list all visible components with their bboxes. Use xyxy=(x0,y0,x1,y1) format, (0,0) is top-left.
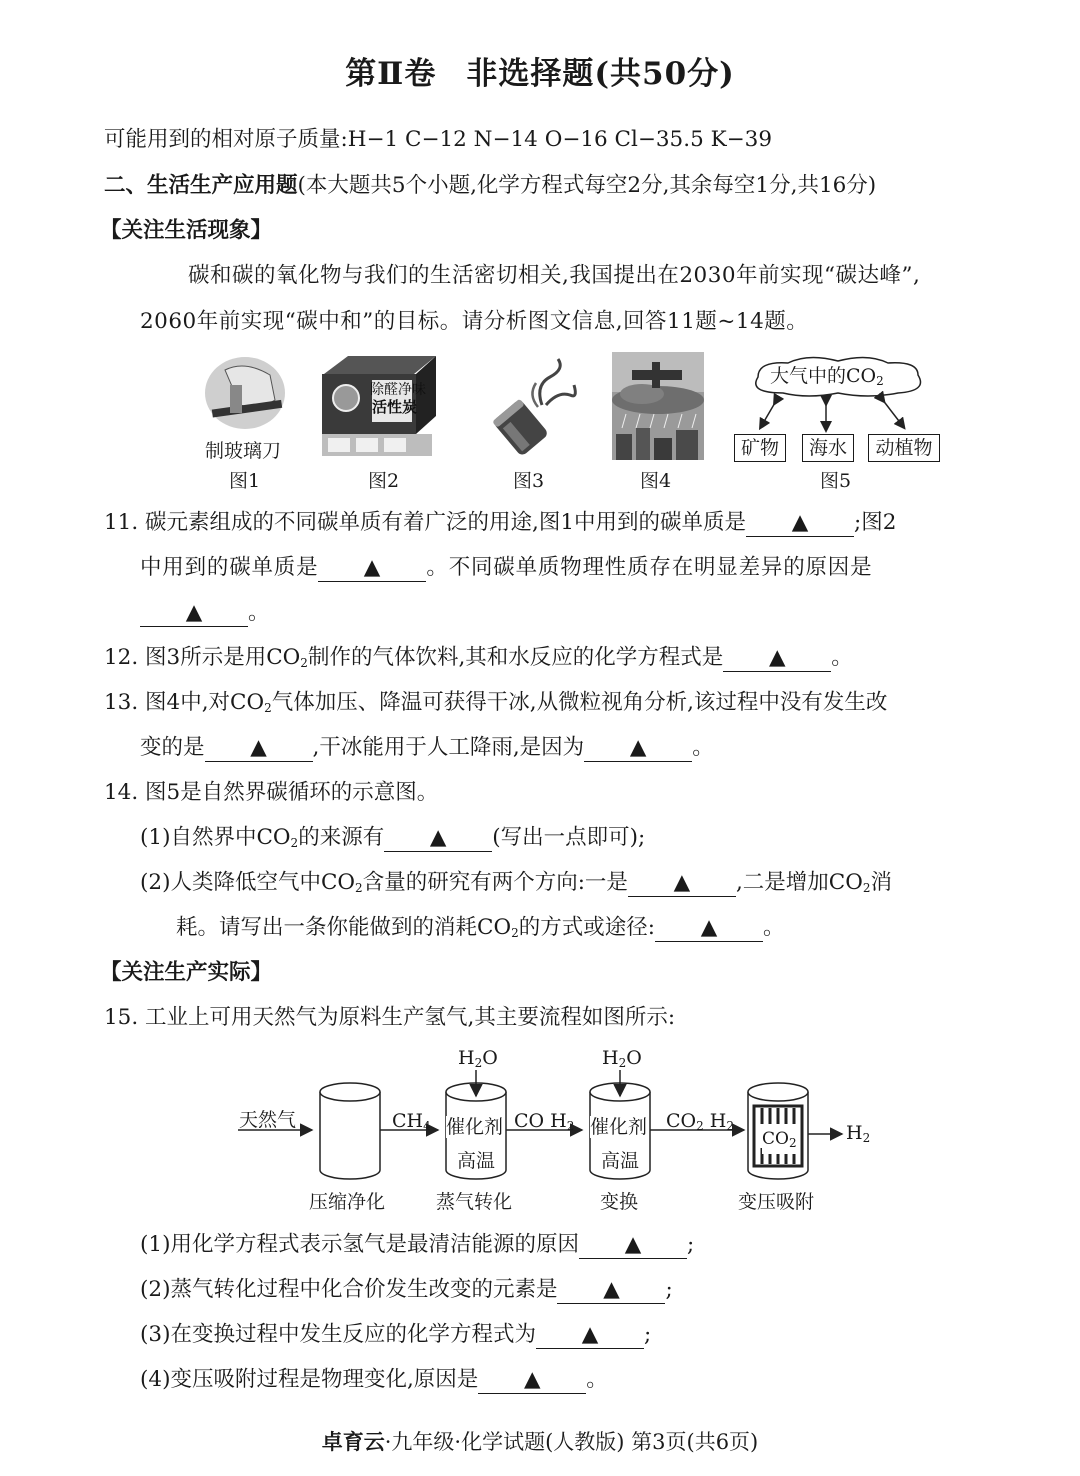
q15-part4: (4)变压吸附过程是物理变化,原因是 ▲ 。 xyxy=(140,1367,608,1392)
q15-blank3[interactable]: ▲ xyxy=(536,1322,644,1349)
fig1-glass-cutter-image xyxy=(200,355,290,435)
q11-line2: 中用到的碳单质是 ▲ 。不同碳单质物理性质存在明显差异的原因是 xyxy=(140,555,873,580)
q15-blank1[interactable]: ▲ xyxy=(579,1232,687,1259)
tag-life: 【关注生活现象】 xyxy=(100,218,273,243)
fig5-caption: 图5 xyxy=(820,470,852,492)
title-part1: 第Ⅱ卷 xyxy=(345,56,437,92)
flow-temp-1: 高温 xyxy=(457,1150,496,1172)
flow-catalyst-1: 催化剂 xyxy=(446,1116,504,1138)
intro-line2: 2060年前实现“碳中和”的目标。请分析图文信息,回答11题~14题。 xyxy=(140,309,809,334)
fig5-box-organisms: 动植物 xyxy=(868,434,940,462)
flow-temp-2: 高温 xyxy=(601,1150,640,1172)
flow-ch4-label: $CH_4$ xyxy=(392,1110,431,1133)
fig5-box-seawater: 海水 xyxy=(802,434,854,462)
flow-stage-2: 蒸气转化 xyxy=(436,1191,513,1213)
q12-line: 12. 图3所示是用$CO_2$制作的气体饮料,其和水反应的化学方程式是 ▲ 。 xyxy=(104,645,853,670)
q15-part3: (3)在变换过程中发生反应的化学方程式为 ▲ ; xyxy=(140,1322,652,1347)
fig2-box-text-1: 除醛净味 xyxy=(370,382,426,398)
fig2-caption: 图2 xyxy=(368,470,400,492)
page-footer xyxy=(0,1426,1080,1456)
footer-info: ·九年级·化学试题(人教版) 第3页(共6页) xyxy=(384,1430,759,1454)
q14-part1: (1)自然界中$CO_2$的来源有 ▲ (写出一点即可); xyxy=(140,825,646,850)
q15-blank4[interactable]: ▲ xyxy=(478,1367,586,1394)
q13-blank1[interactable]: ▲ xyxy=(205,735,313,762)
section2-title: 二、生活生产应用题 xyxy=(104,173,298,198)
q14-blank1[interactable]: ▲ xyxy=(384,825,492,852)
flow-stage-4: 变压吸附 xyxy=(738,1191,815,1213)
q14-part2-cont: 耗。请写出一条你能做到的消耗$CO_2$的方式或途径: ▲ 。 xyxy=(176,915,785,940)
flow-output-label: $H_2$ xyxy=(846,1122,871,1145)
q14-blank3[interactable]: ▲ xyxy=(655,915,763,942)
q15-blank2[interactable]: ▲ xyxy=(557,1277,665,1304)
q15-part1: (1)用化学方程式表示氢气是最清洁能源的原因 ▲ ; xyxy=(140,1232,695,1257)
section2-note: (本大题共5个小题,化学方程式每空2分,其余每空1分,共16分) xyxy=(297,173,877,198)
footer-brand: 卓育云 xyxy=(321,1429,385,1454)
fig4-artificial-rain-image xyxy=(612,352,704,460)
fig3-soda-can-image xyxy=(480,355,580,455)
q11-line1: 11. 碳元素组成的不同碳单质有着广泛的用途,图1中用到的碳单质是 ▲ ;图2 xyxy=(104,510,897,535)
intro-line1: 碳和碳的氧化物与我们的生活密切相关,我国提出在2030年前实现“碳达峰”, xyxy=(188,263,921,288)
flow-catalyst-2: 催化剂 xyxy=(590,1116,648,1138)
flow-adsorb-co2-label: $CO_2$ xyxy=(762,1128,797,1154)
flow-h2o-label-1: $H_2O$ xyxy=(458,1047,498,1070)
fig5-cloud-label: 大气中的$CO_2$ xyxy=(770,365,884,388)
fig4-caption: 图4 xyxy=(640,470,672,492)
title-part2: 非选择题(共50分) xyxy=(466,56,735,92)
flow-input-label: 天然气 xyxy=(239,1109,297,1131)
q11-blank3[interactable]: ▲ xyxy=(140,600,248,627)
fig1-caption: 图1 xyxy=(229,470,261,492)
q14-blank2[interactable]: ▲ xyxy=(628,870,736,897)
q11-line3: ▲ 。 xyxy=(140,598,270,628)
atomic-masses: 可能用到的相对原子质量:H−1 C−12 N−14 O−16 Cl−35.5 K−39 xyxy=(104,127,773,152)
q15-part2: (2)蒸气转化过程中化合价发生改变的元素是 ▲ ; xyxy=(140,1277,673,1302)
section-title xyxy=(0,48,1080,93)
flow-h2o-label-2: $H_2O$ xyxy=(602,1047,642,1070)
section2-heading xyxy=(104,171,876,201)
q11-blank2[interactable]: ▲ xyxy=(318,555,426,582)
q13-line2: 变的是 ▲ ,干冰能用于人工降雨,是因为 ▲ 。 xyxy=(140,735,714,760)
q13-line1: 13. 图4中,对$CO_2$气体加压、降温可获得干冰,从微粒视角分析,该过程中没有发生改 xyxy=(104,690,888,715)
q14-part2: (2)人类降低空气中$CO_2$含量的研究有两个方向:一是 ▲ ,二是增加$CO_2$消 xyxy=(140,870,893,895)
flow-stage-1: 压缩净化 xyxy=(309,1191,386,1213)
fig2-box-text-2: 活性炭 xyxy=(372,398,418,416)
fig3-caption: 图3 xyxy=(513,470,545,492)
flow-co2-h2-label: $CO_2$ $H_2$ xyxy=(666,1110,735,1133)
tag-production: 【关注生产实际】 xyxy=(100,960,273,985)
fig1-label: 制玻璃刀 xyxy=(205,440,282,462)
q14-stem: 14. 图5是自然界碳循环的示意图。 xyxy=(104,780,439,805)
q12-blank[interactable]: ▲ xyxy=(723,645,831,672)
q15-stem: 15. 工业上可用天然气为原料生产氢气,其主要流程如图所示: xyxy=(104,1005,676,1030)
fig5-box-minerals: 矿物 xyxy=(734,434,786,462)
q13-blank2[interactable]: ▲ xyxy=(584,735,692,762)
flow-co-h2-label: CO $H_2$ xyxy=(514,1110,575,1133)
q11-blank1[interactable]: ▲ xyxy=(746,510,854,537)
flow-stage-3: 变换 xyxy=(600,1191,639,1213)
